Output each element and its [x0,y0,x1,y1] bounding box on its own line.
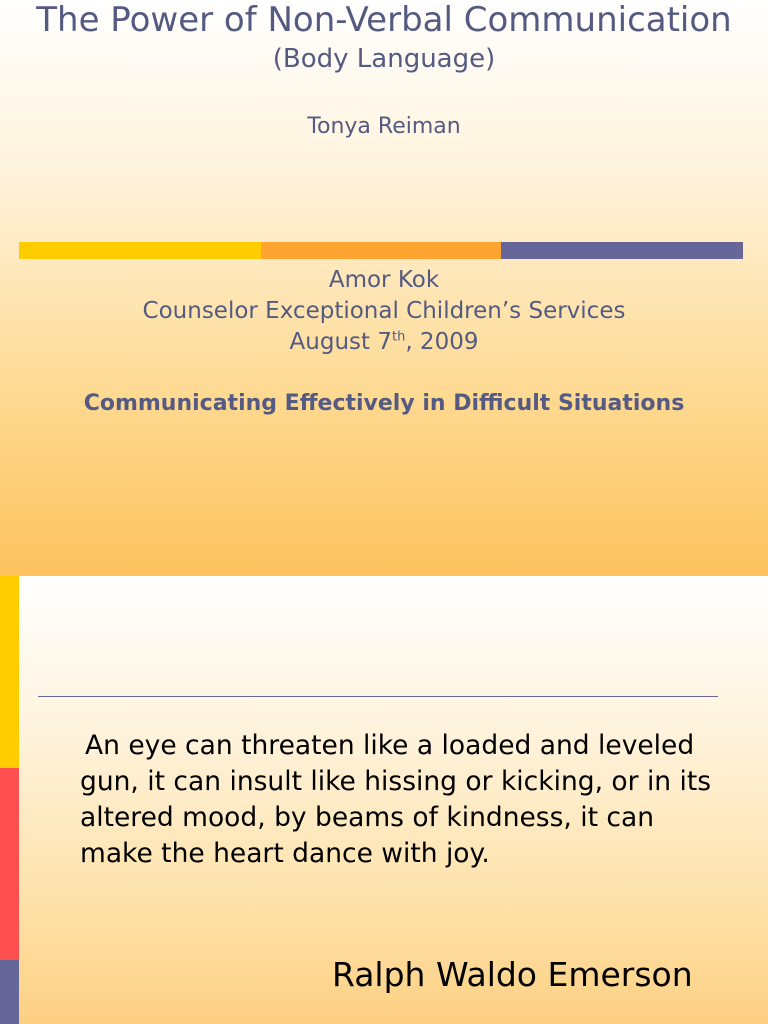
presenter-role: Counselor Exceptional Children’s Services [142,298,626,324]
quote-attribution: Ralph Waldo Emerson [332,955,693,994]
presenter-name: Amor Kok [328,267,440,293]
date-prefix: August 7 [289,329,392,355]
side-accent-purple [0,960,19,1024]
slide-subtitle: (Body Language) [272,44,496,74]
accent-bar-orange [261,242,501,259]
quote-text: An eye can threaten like a loaded and leveled gun, it can insult like hissing or kicking, or in its altered mood, by beams of kindness, it can make the heart dance with joy. [80,730,712,869]
accent-bar-yellow [19,242,261,259]
slide-title: The Power of Non-Verbal Communication [36,0,732,40]
title-divider [38,696,718,697]
date-superscript: th [391,329,406,345]
side-accent-yellow [0,576,19,768]
accent-bar-purple [501,242,743,259]
presentation-date [0,327,768,358]
author-name: Tonya Reiman [307,114,461,139]
side-accent-red [0,768,19,960]
quote-slide [0,576,768,1024]
slide-tagline: Communicating Effectively in Difficult Situations [83,391,685,416]
date-suffix: , 2009 [405,329,479,355]
